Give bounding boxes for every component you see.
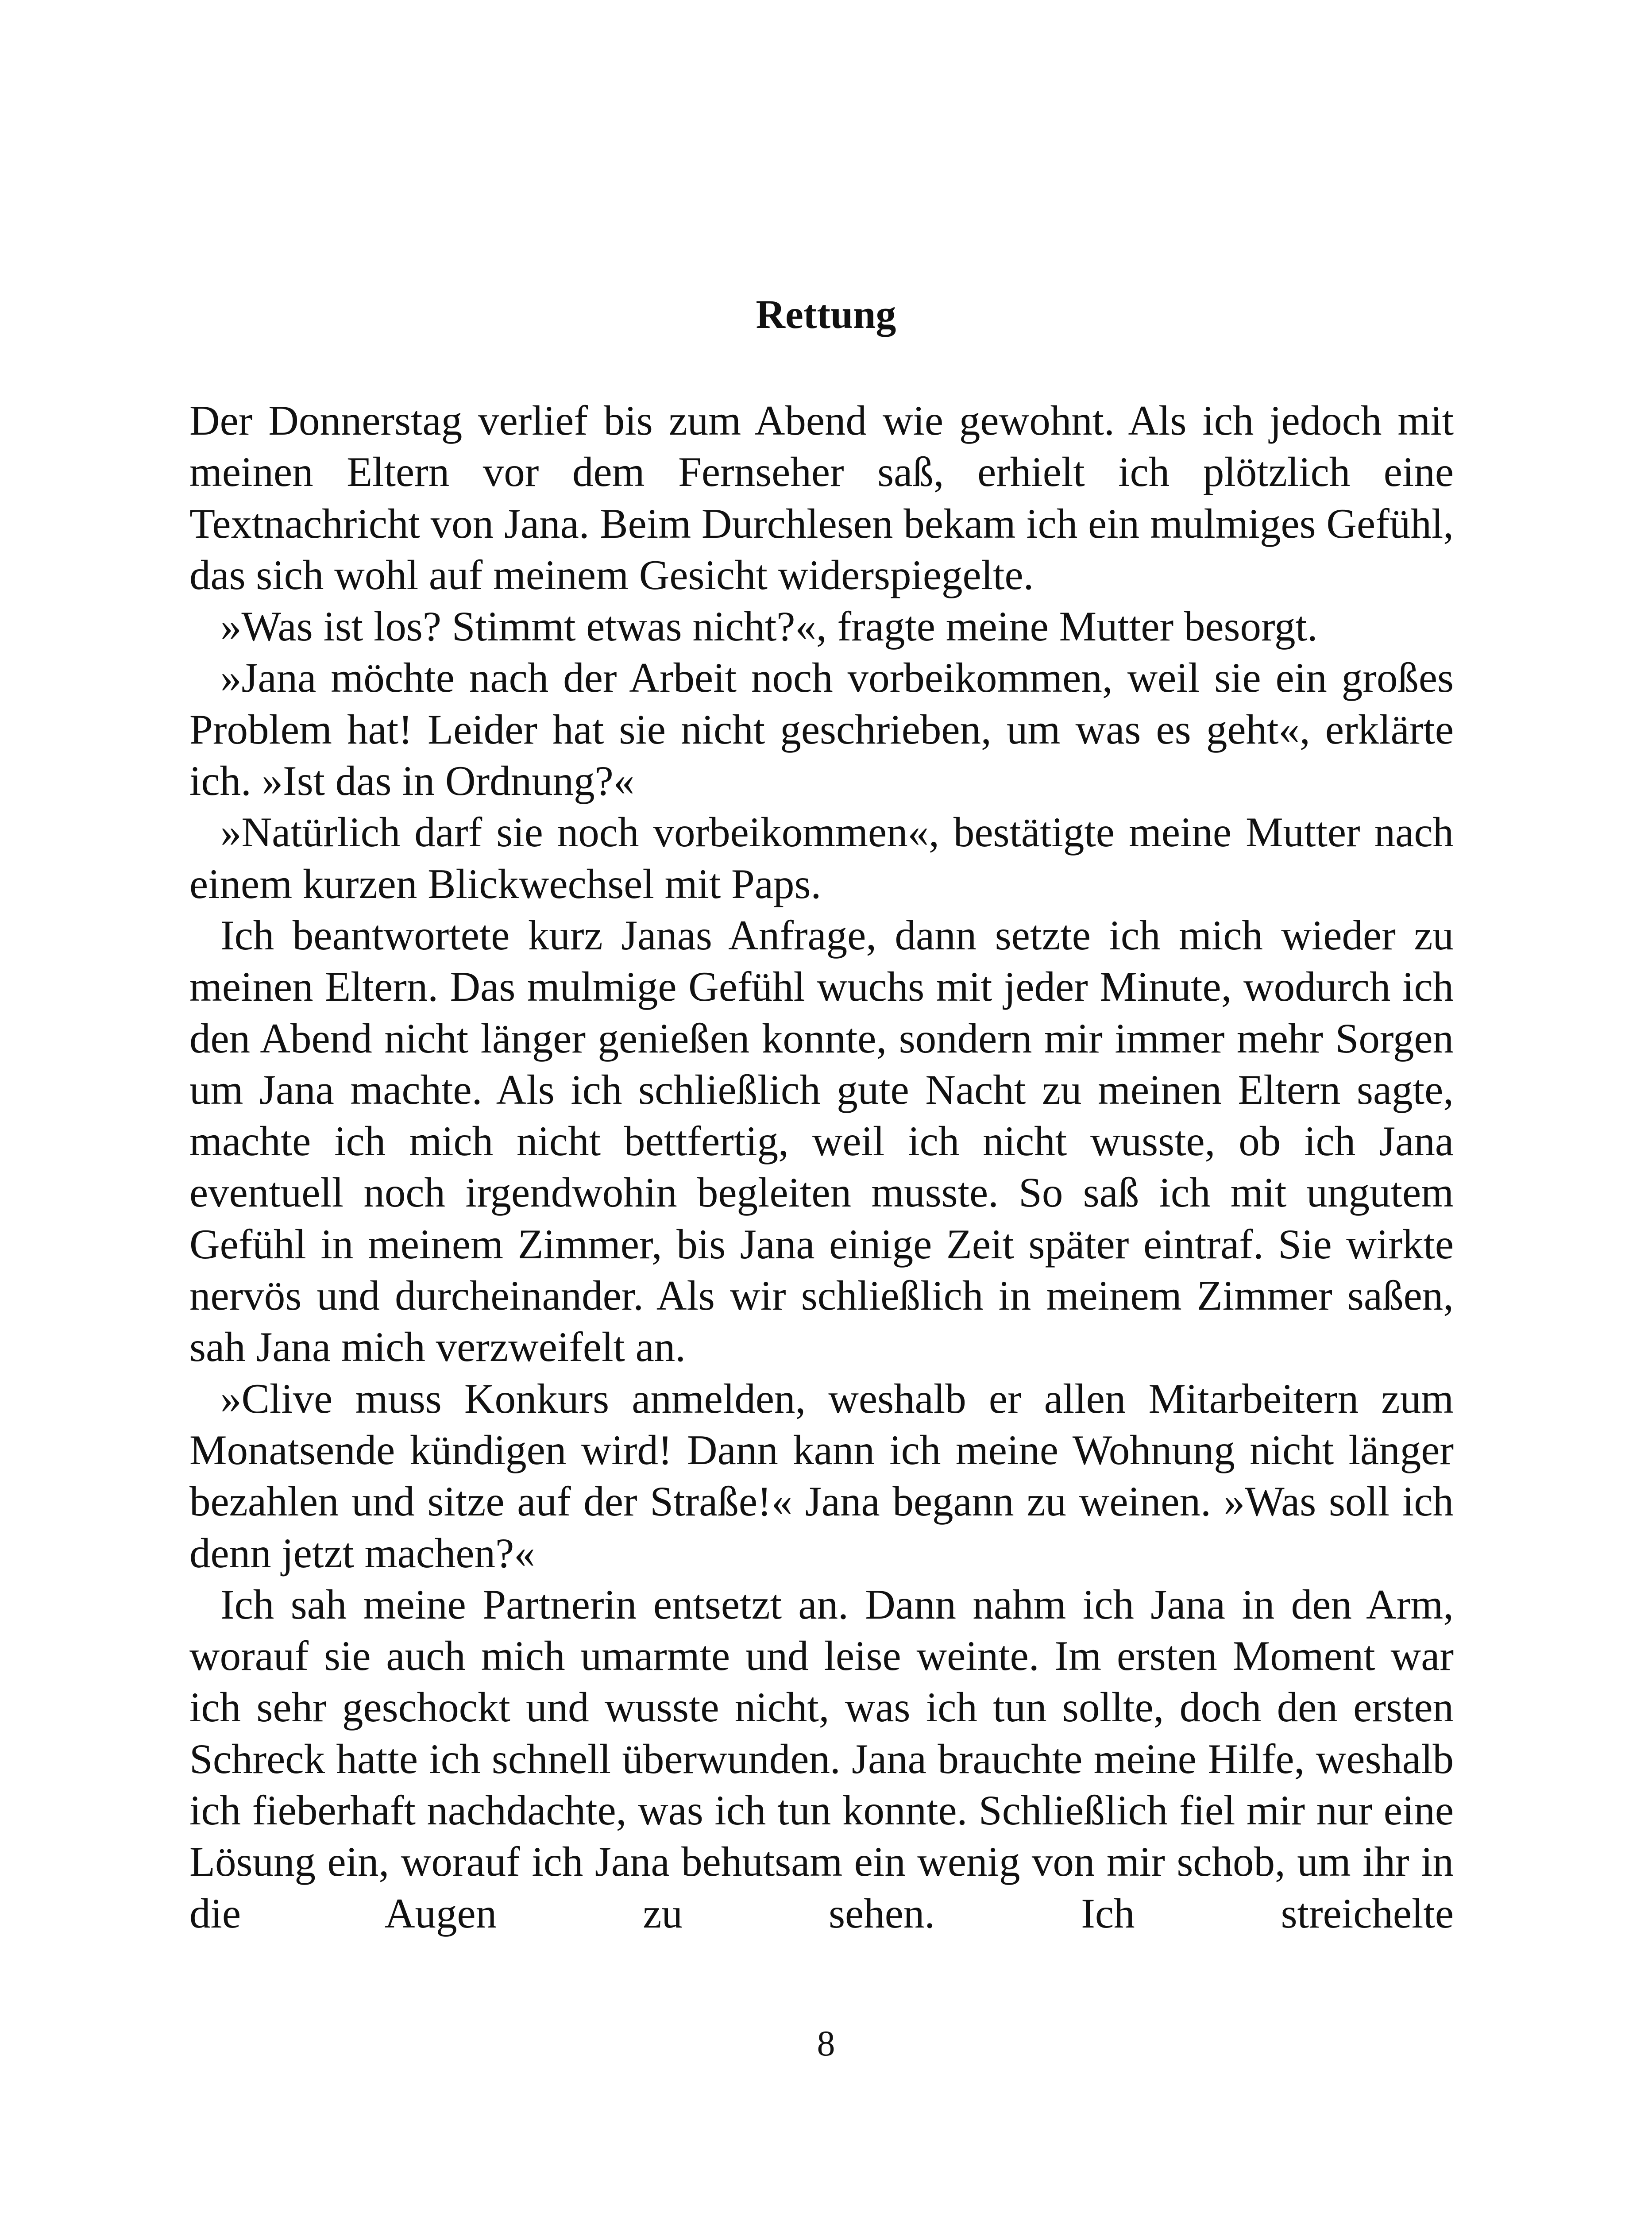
page-number: 8 [817,2023,835,2063]
paragraph-6: »Clive muss Konkurs anmelden, weshalb er allen Mitarbeitern zum Monatsende kündigen wird! Dann kann ich meine Wohnung nicht länger bezahlen und sitze auf der Straße!« Jana begann zu weinen. »Was soll ich denn jetzt machen?« [189,1375,1454,1577]
paragraph-3: »Jana möchte nach der Arbeit noch vorbeikommen, weil sie ein großes Problem hat! Leider hat sie nicht geschrieben, um was es geht«, erklärte ich. »Ist das in Ordnung?« [189,654,1454,805]
paragraph-2: »Was ist los? Stimmt etwas nicht?«, fragte meine Mutter besorgt. [220,603,1318,650]
paragraph-7: Ich sah meine Partnerin entsetzt an. Dann nahm ich Jana in den Arm, worauf sie auch mich umarmte und leise weinte. Im ersten Moment war ich sehr geschockt und wusste nicht, was ich tun sollte, doch den ersten Schreck hatte ich schnell überwunden. Jana brauchte meine Hilfe, weshalb ich fieberhaft nachdachte, was ich tun konnte. Schließlich fiel mir nur eine Lösung ein, worauf ich Jana behutsam ein wenig von mir schob, um ihr in die Augen zu sehen. Ich streichelte [189,1581,1454,1937]
paragraph-1: Der Donnerstag verlief bis zum Abend wie gewohnt. Als ich jedoch mit meinen Eltern vor dem Fernseher saß, erhielt ich plötzlich eine Textnachricht von Jana. Beim Durchlesen bekam ich ein mulmiges Gefühl, das sich wohl auf meinem Gesicht widerspiegelte. [189,397,1454,598]
chapter-body [189,395,1454,1939]
paragraph-5: Ich beantwortete kurz Janas Anfrage, dann setzte ich mich wieder zu meinen Eltern. Das mulmige Gefühl wuchs mit jeder Minute, wodurch ich den Abend nicht länger genießen konnte, sondern mir immer mehr Sorgen um Jana machte. Als ich schließlich gute Nacht zu meinen Eltern sagte, machte ich mich nicht bettfertig, weil ich nicht wusste, ob ich Jana eventuell noch irgendwohin begleiten musste. So saß ich mit ungutem Gefühl in meinem Zimmer, bis Jana einige Zeit später eintraf. Sie wirkte nervös und durcheinander. Als wir schließlich in meinem Zimmer saßen, sah Jana mich verzweifelt an. [189,911,1454,1371]
paragraph-4: »Natürlich darf sie noch vorbeikommen«, bestätigte meine Mutter nach einem kurzen Blickwechsel mit Paps. [189,809,1454,907]
chapter-title: Rettung [756,292,896,337]
